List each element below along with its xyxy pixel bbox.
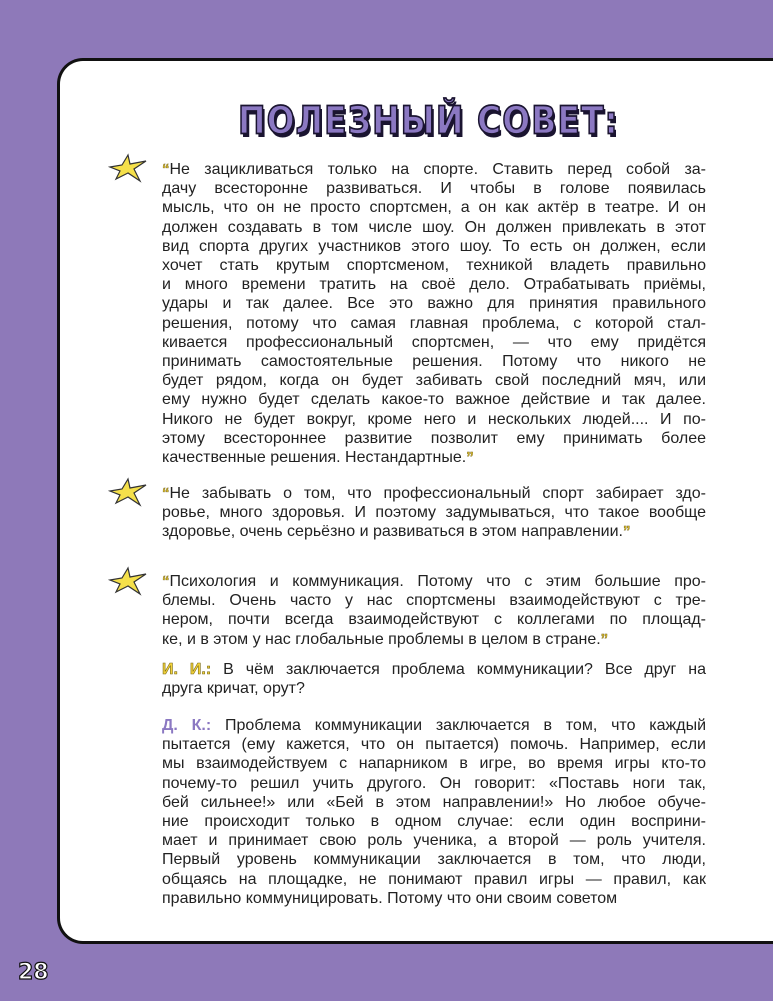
- text-line: [162, 484, 706, 503]
- quote-close-icon: ”: [600, 630, 609, 648]
- text-line: [162, 333, 706, 352]
- text-line-content: этому всестороннее развитие позволит ему принимать более: [162, 429, 706, 447]
- quote-open-icon: “: [162, 485, 170, 502]
- text-line-content: почему-то решил учить другого. Он говорит: «Поставь ноги так,: [162, 774, 706, 792]
- star-icon: [108, 566, 148, 596]
- quote-close-icon: ”: [622, 523, 631, 541]
- text-line: [162, 256, 706, 275]
- text-line: [162, 572, 706, 591]
- text-line-content: дачу всесторонне развиваться. И чтобы в голове появилась: [162, 180, 706, 198]
- text-line-content: бей сильнее!» или «Бей в этом направлении!» Но любое обуче-: [162, 793, 706, 811]
- text-line-content: ему нужно будет сделать какое-то важное действие и так далее.: [162, 391, 706, 409]
- text-line: [162, 371, 706, 390]
- tip-2: [162, 484, 706, 542]
- text-line-content: Первый уровень коммуникации заключается в том, что люди,: [162, 851, 706, 869]
- text-line: [162, 410, 706, 429]
- text-line-content: мает и принимает свою роль ученика, а второй — роль учителя.: [162, 832, 706, 850]
- text-line-content: и много времени тратить на своё дело. Отрабатывать приёмы,: [162, 276, 706, 294]
- text-line: [162, 850, 706, 869]
- text-line-content: правильно коммуницировать. Потому что они своим советом: [162, 889, 618, 907]
- text-line: [162, 179, 706, 198]
- text-line: [162, 812, 706, 831]
- text-line-content: блемы. Очень часто у нас спортсмены взаимодействуют с тре-: [162, 592, 706, 610]
- text-line: [162, 314, 706, 333]
- text-line-content: вид спорта других участников этого шоу. То есть он должен, если: [162, 237, 706, 255]
- quote-open-icon: “: [162, 573, 170, 590]
- text-line: [162, 831, 706, 850]
- text-line: [162, 448, 706, 467]
- text-line: [162, 198, 706, 217]
- text-line: [162, 160, 706, 179]
- text-line-content: принимать самостоятельные решения. Потому что никого не: [162, 353, 706, 371]
- text-line-content: Никого не будет вокруг, кроме него и нескольких людей.... И по-: [162, 410, 706, 428]
- text-line: [162, 610, 706, 629]
- text-line-content: ровье, много здоровья. И поэтому задумываться, что такое вообще: [162, 504, 706, 522]
- answer: [162, 716, 706, 908]
- text-line: [162, 237, 706, 256]
- text-line: [162, 716, 706, 735]
- text-line-content: мысль, что он не просто спортсмен, а он как актёр в театре. И он: [162, 199, 706, 217]
- text-line-content: общаясь на площадке, не понимают правил игры — правил, как: [162, 870, 706, 888]
- text-line: [162, 660, 706, 679]
- text-line-content: ке, и в этом у нас глобальные проблемы в целом в стране.: [162, 630, 601, 648]
- quote-open-icon: “: [162, 161, 170, 178]
- text-line: [162, 679, 706, 698]
- text-line-content: В чём заключается проблема коммуникации? Все друг на: [223, 661, 707, 678]
- text-line: [162, 352, 706, 371]
- text-line-content: качественные решения. Нестандартные.: [162, 449, 467, 467]
- text-line: [162, 522, 706, 541]
- text-line-content: пытается (ему кажется, что он пытается) помочь. Например, если: [162, 736, 706, 754]
- text-line: [162, 735, 706, 754]
- speaker-label: И. И.:: [162, 661, 212, 678]
- star-icon: [108, 477, 148, 507]
- text-line-content: хочет стать крутым спортсменом, техникой владеть правильно: [162, 257, 706, 275]
- text-line-content: кивается профессиональный спортсмен, — что ему придётся: [162, 333, 706, 351]
- text-line-content: мы взаимодействуем с напарником в игре, во время игры кто-то: [162, 755, 706, 773]
- text-line-content: должен создавать в том числе шоу. Он должен привлекать в этот: [162, 218, 706, 236]
- page-number: 28: [18, 960, 49, 985]
- text-line-content: нером, почти всегда взаимодействуют с коллегами по площад-: [162, 611, 706, 629]
- text-line: [162, 754, 706, 773]
- text-line: [162, 870, 706, 889]
- text-line-content: Не забывать о том, что профессиональный спорт забирает здо-: [169, 485, 706, 502]
- text-line: [162, 774, 706, 793]
- text-line: [162, 390, 706, 409]
- text-line-content: друга кричат, орут?: [162, 680, 305, 698]
- text-line-content: Не зацикливаться только на спорте. Ставить перед собой за-: [169, 161, 706, 178]
- text-line-content: ние происходит только в одном случае: если один восприни-: [162, 813, 706, 831]
- speaker-label: Д. К.:: [162, 717, 212, 734]
- text-line-content: здоровье, очень серьёзно и развиваться в этом направлении.: [162, 523, 623, 541]
- text-line: [162, 275, 706, 294]
- text-line-content: Психология и коммуникация. Потому что с этим большие про-: [169, 573, 706, 590]
- text-line-content: удары и так далее. Все это важно для принятия правильного: [162, 295, 706, 313]
- text-line-content: Проблема коммуникации заключается в том, что каждый: [225, 717, 706, 734]
- text-line-content: будет рядом, когда он будет забивать свой последний мяч, или: [162, 372, 706, 390]
- text-line: [162, 793, 706, 812]
- text-line: [162, 630, 706, 649]
- star-icon: [108, 153, 148, 183]
- text-line: [162, 429, 706, 448]
- quote-close-icon: ”: [466, 449, 474, 467]
- text-line-content: решения, потому что самая главная проблема, с которой стал-: [162, 314, 706, 332]
- question: [162, 660, 706, 698]
- tip-3: [162, 572, 706, 649]
- text-line: [162, 294, 706, 313]
- text-line: [162, 591, 706, 610]
- section-title: ПОЛЕЗНЫЙ СОВЕТ:: [238, 98, 619, 143]
- text-line: [162, 889, 706, 908]
- text-line: [162, 503, 706, 522]
- tip-1: [162, 160, 706, 467]
- text-line: [162, 218, 706, 237]
